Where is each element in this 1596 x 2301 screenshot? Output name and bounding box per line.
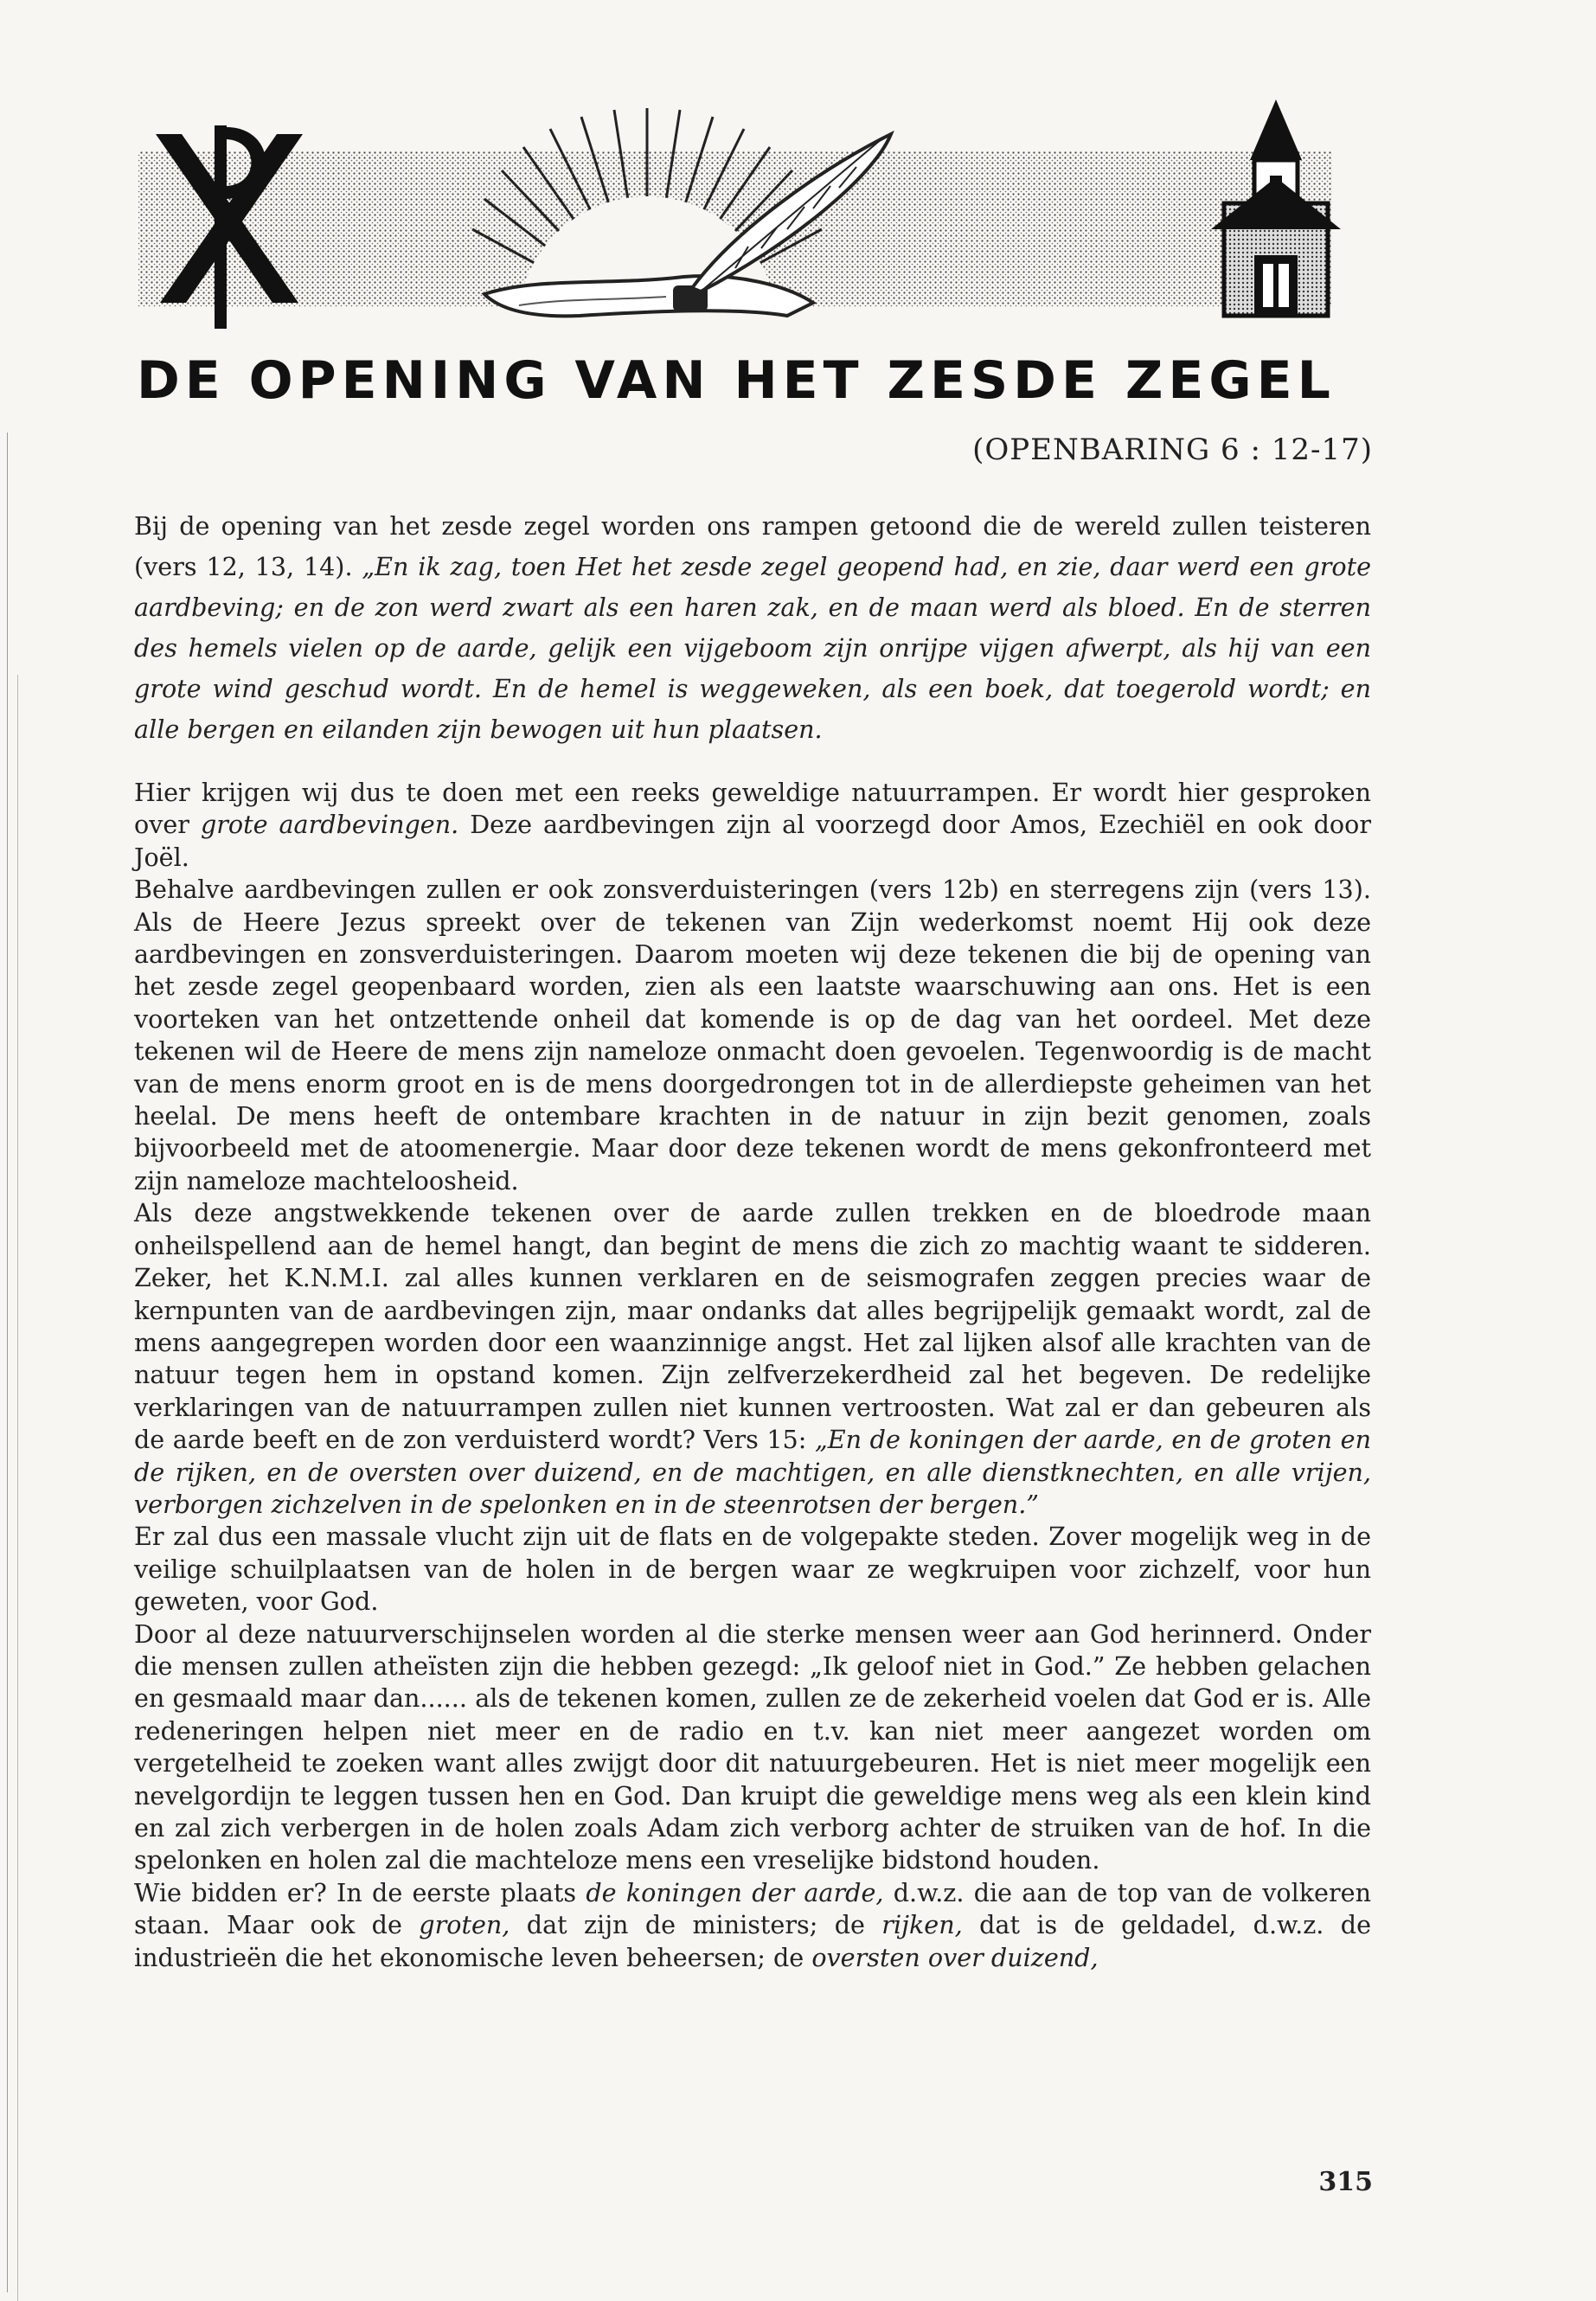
paragraph <box>134 1618 1371 1877</box>
italic-quote: rijken, <box>881 1910 963 1940</box>
italic-quote: „En ik zag, toen Het het zesde zegel geopend had, en zie, daar werd een grote aardbeving; en de zon werd zwart als een haren zak, en de maan werd als bloed. En de sterren des hemels vielen op de aarde, gelijk een vijgeboom zijn onrijpe vijgen afwerpt, als hij van een grote wind geschud wordt. En de hemel is weggeweken, als een boek, dat toegerold wordt; en alle bergen en eilanden zijn bewogen uit hun plaatsen. <box>134 552 1371 744</box>
text-run: dat is de geldadel, d.w.z. de industrieën die het ekonomische leven beheersen; de <box>134 1910 1371 1972</box>
paragraph <box>134 874 1371 1197</box>
text-run: dat zijn de ministers; de <box>510 1910 882 1940</box>
article-title: DE OPENING VAN HET ZESDE ZEGEL <box>137 350 1336 411</box>
paragraph <box>134 1877 1371 1974</box>
scan-edge-line <box>7 433 8 2292</box>
text-run: Door al deze natuurverschijnselen worden al die sterke mensen weer aan God herinnerd. Onder die mensen zullen atheïsten zijn die hebben gezegd: „Ik geloof niet in God.” Ze hebben gelachen en gesmaald maar dan...... als de tekenen komen, zullen ze de zekerheid voelen dat God er is. Alle redeneringen helpen niet meer en de radio en t.v. kan niet meer aangezet worden om vergetelheid te zoeken want alles zwijgt door dit natuurgebeuren. Het is niet meer mogelijk een nevelgordijn te leggen tussen hen en God. Dan kruipt die geweldige mens weg als een klein kind en zal zich verbergen in de holen zoals Adam zich verborg achter de struiken van de hof. In die spelonken en holen zal die machteloze mens een vreselijke bidstond houden. <box>134 1618 1371 1875</box>
scripture-reference: (OPENBARING 6 : 12-17) <box>972 433 1373 467</box>
paragraph <box>134 506 1371 750</box>
paragraph <box>134 1197 1371 1521</box>
text-run: Er zal dus een massale vlucht zijn uit de flats en de volgepakte steden. Zover mogelijk weg in de veilige schuilplaatsen van de holen in de bergen waar ze wegkruipen voor zichzelf, voor hun geweten, voor God. <box>134 1522 1371 1617</box>
article-body <box>134 506 1371 1974</box>
text-run: Deze aardbevingen zijn al voorzegd door Amos, Ezechiël en ook door Joël. <box>134 810 1371 872</box>
church-icon <box>1211 99 1341 316</box>
italic-quote: oversten over duizend, <box>811 1942 1099 1972</box>
italic-quote: „En de koningen der aarde, en de groten en de rijken, en de oversten over duizend, en de machtigen, en alle dienstknechten, en alle vrijen, verborgen zichzelven in de spelonken en in de steenrotsen der bergen.” <box>134 1425 1371 1519</box>
text-run: Wie bidden er? In de eerste plaats <box>134 1877 586 1907</box>
italic-quote: groten, <box>419 1910 510 1940</box>
paragraph <box>134 1521 1371 1618</box>
text-run: Bij de opening van het zesde zegel worden ons rampen getoond die de wereld zullen teisteren (vers 12, 13, 14). <box>134 511 1371 581</box>
text-run: Behalve aardbevingen zullen er ook zonsverduisteringen (vers 12b) en sterregens zijn (vers 13). Als de Heere Jezus spreekt over de tekenen van Zijn wederkomst noemt Hij ook deze aardbevingen en zonsverduisteringen. Daarom moeten wij deze tekenen die bij de opening van het zesde zegel geopenbaard worden, zien als een laatste waarschuwing aan ons. Het is een voorteken van het ontzettende onheil dat komende is op de dag van het oordeel. Met deze tekenen wil de Heere de mens zijn nameloze onmacht doen gevoelen. Tegenwoordig is de macht van de mens enorm groot en is de mens doorgedrongen tot in de allerdiepste geheimen van het heelal. De mens heeft de ontembare krachten in de natuur in zijn bezit genomen, zoals bijvoorbeeld met de atoomenergie. Maar door deze tekenen wordt de mens gekonfronteerd met zijn nameloze machteloosheid. <box>134 875 1371 1195</box>
text-run: Als deze angstwekkende tekenen over de aarde zullen trekken en de bloedrode maan onheilspellend aan de hemel hangt, dan begint de mens die zich zo machtig waant te sidderen. Zeker, het K.N.M.I. zal alles kunnen verklaren en de seismografen zeggen precies waar de kernpunten van de aardbevingen zijn, maar ondanks dat alles begrijpelijk gemaakt wordt, zal de mens aangegrepen worden door een waanzinnige angst. Het zal lijken alsof alle krachten van de natuur tegen hem in opstand komen. Zijn zelfverzekerdheid zal het begeven. De redelijke verklaringen van de natuurrampen zullen niet kunnen vertroosten. Wat zal er dan gebeuren als de aarde beeft en de zon verduisterd wordt? Vers 15: <box>134 1198 1371 1455</box>
page-number: 315 <box>1318 2167 1373 2197</box>
paragraph <box>134 777 1371 874</box>
italic-quote: de koningen der aarde, <box>586 1877 884 1907</box>
scan-edge-line <box>17 675 18 2301</box>
italic-quote: grote aardbevingen. <box>200 810 459 840</box>
header-illustration <box>130 99 1371 329</box>
text-run: d.w.z. die aan de top van de volkeren staan. Maar ook de <box>134 1877 1371 1940</box>
text-run: Hier krijgen wij dus te doen met een reeks geweldige natuurrampen. Er wordt hier gesproken over <box>134 778 1371 840</box>
